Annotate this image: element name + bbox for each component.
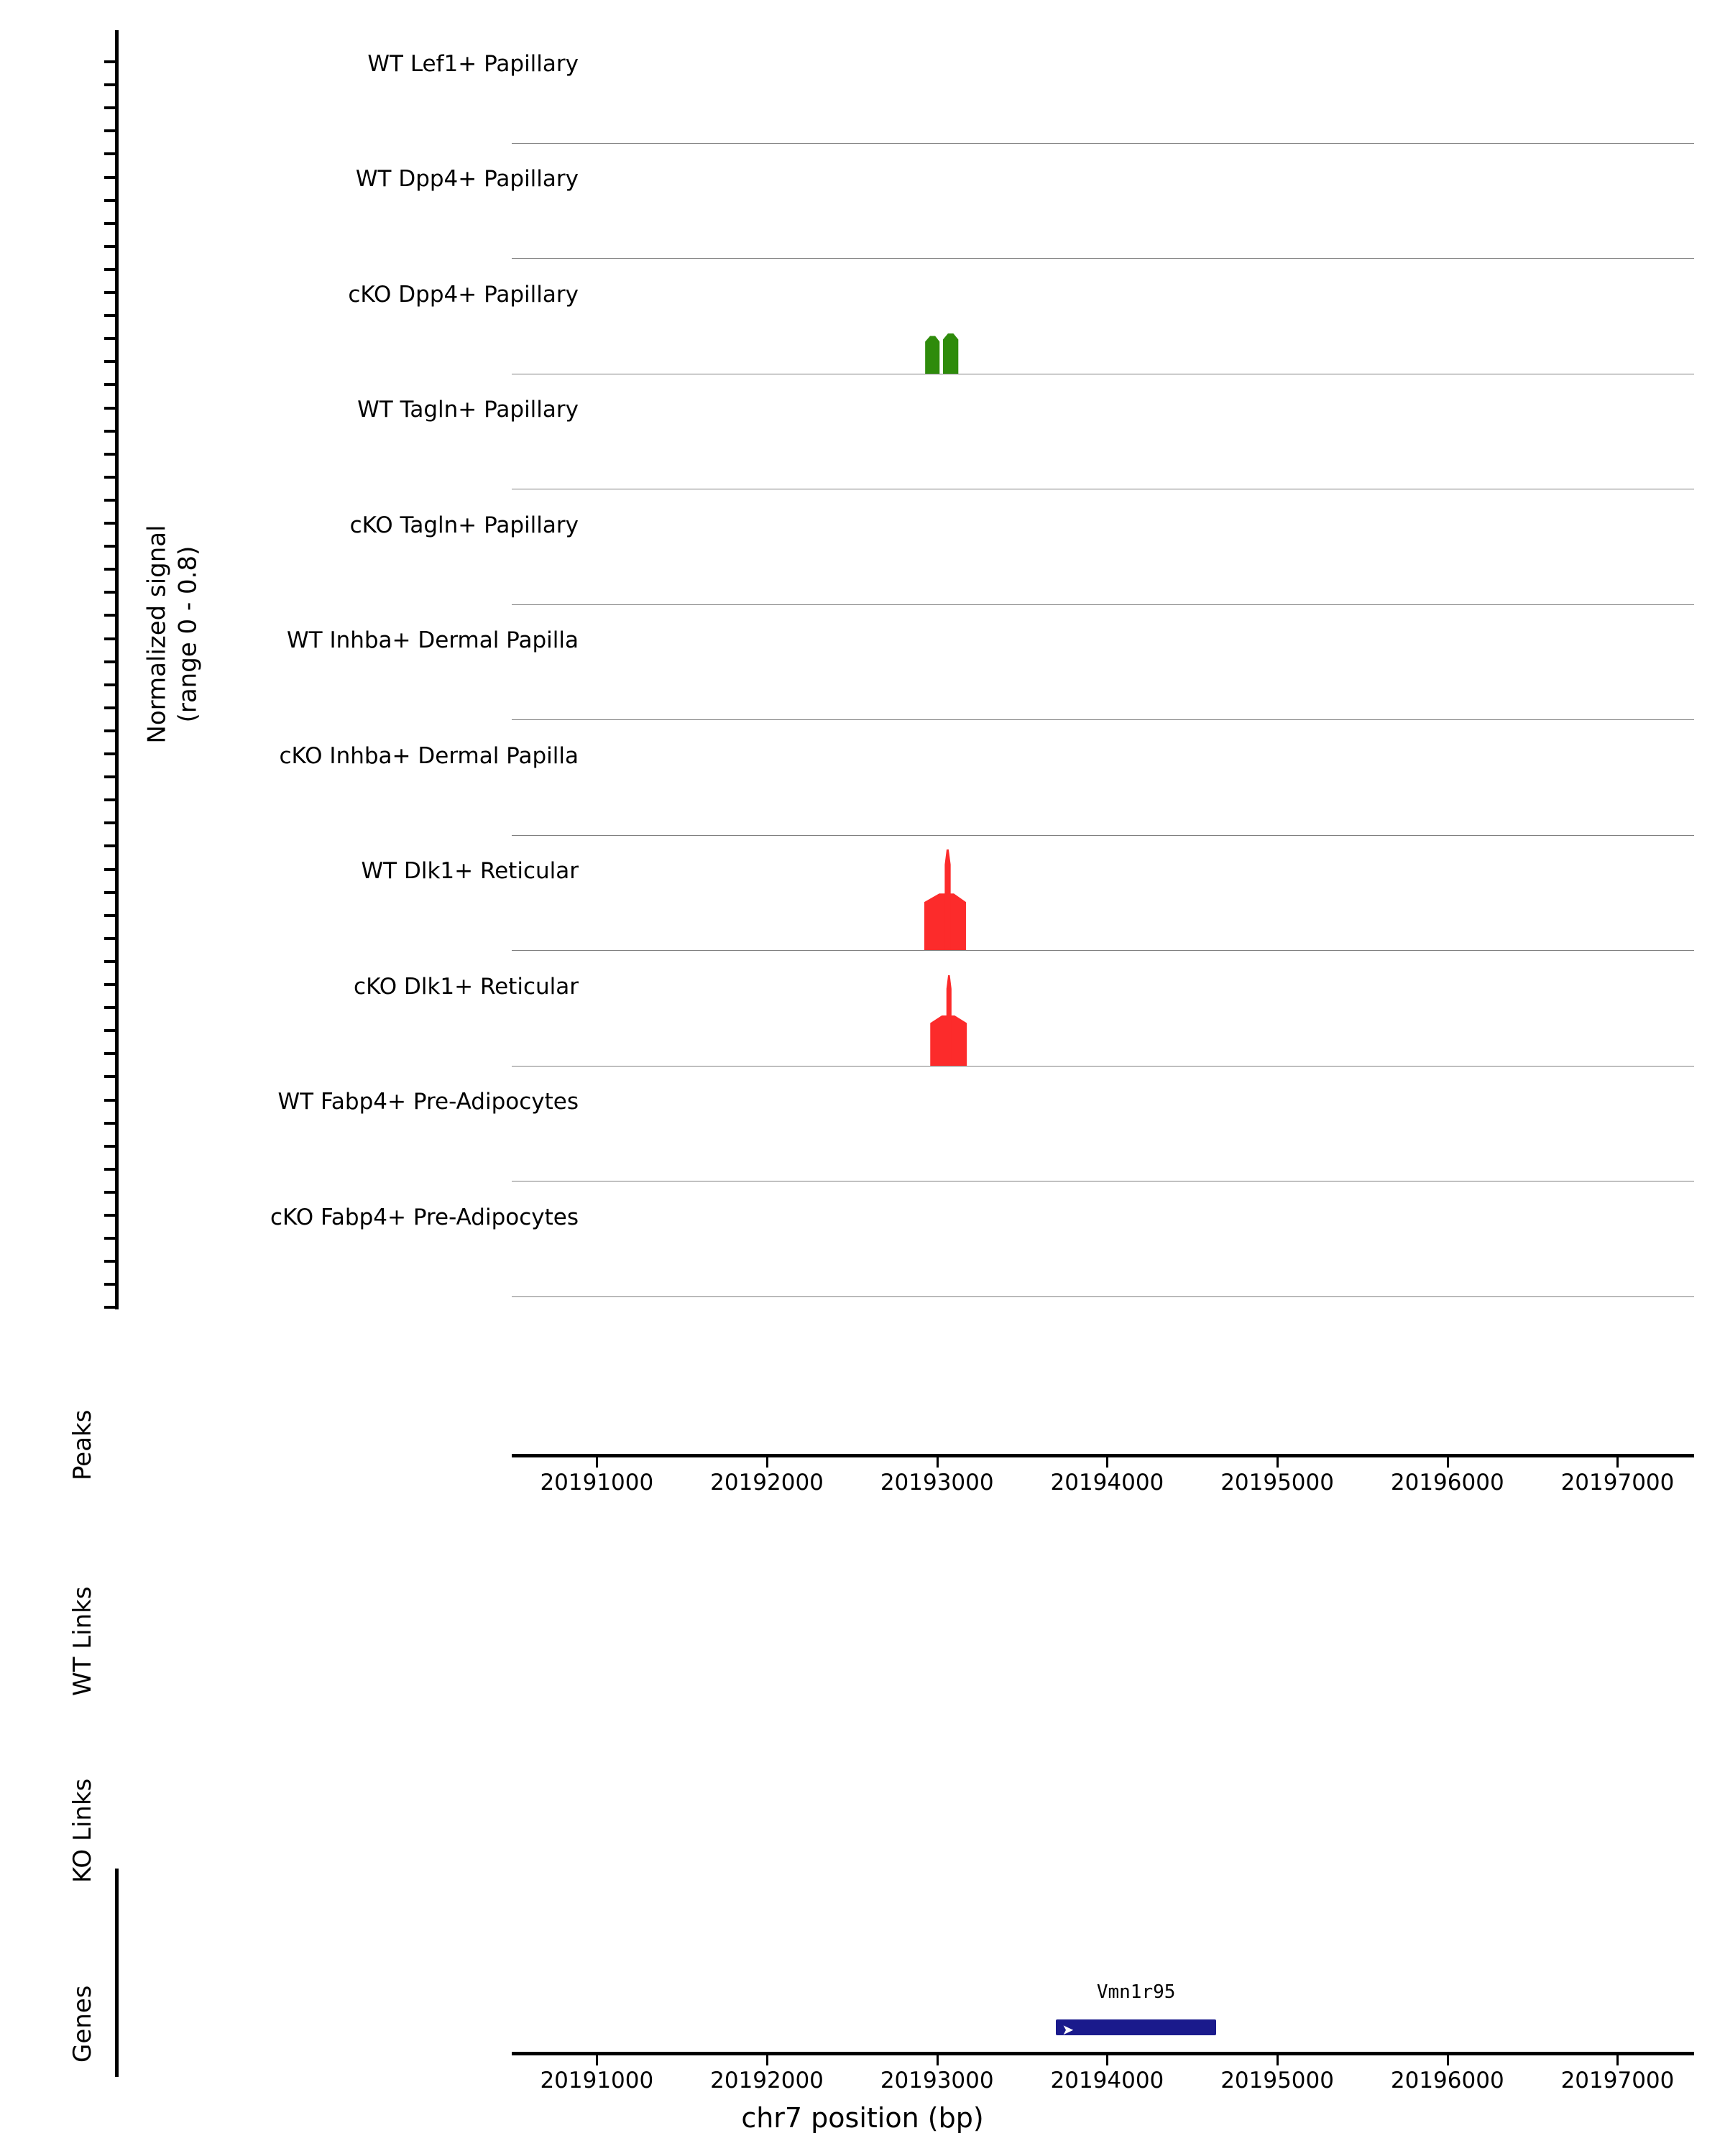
x-axis-tick <box>596 2055 598 2065</box>
track-label: cKO Dlk1+ Reticular <box>354 973 579 1000</box>
x-axis-tick-label: 20194000 <box>1050 2068 1164 2093</box>
x-axis-tick <box>1106 2055 1108 2065</box>
x-axis-tick <box>1276 2055 1279 2065</box>
x-axis-tick <box>1447 2055 1449 2065</box>
track-label: cKO Dpp4+ Papillary <box>348 281 579 308</box>
x-axis-tick-label: 20195000 <box>1220 1470 1334 1496</box>
y-axis-label-line1: Normalized signal <box>142 525 172 744</box>
x-axis-tick-label: 20195000 <box>1220 2068 1334 2093</box>
x-axis-tick-label: 20191000 <box>540 2068 654 2093</box>
track-label: WT Dlk1+ Reticular <box>361 858 579 884</box>
track-label: WT Fabp4+ Pre-Adipocytes <box>277 1089 579 1115</box>
x-axis-tick-label: 20192000 <box>710 1470 824 1496</box>
track-label: WT Inhba+ Dermal Papilla <box>287 627 579 653</box>
section-label-genes: Genes <box>68 1985 97 2063</box>
x-axis-label: chr7 position (bp) <box>741 2102 984 2134</box>
x-axis-tick-label: 20197000 <box>1560 2068 1675 2093</box>
x-axis-tick <box>937 2055 939 2065</box>
section-label-peaks: Peaks <box>68 1409 97 1480</box>
section-label-wt-links: WT Links <box>68 1586 97 1696</box>
y-axis-label-line2: (range 0 - 0.8) <box>173 545 202 723</box>
x-axis-tick-label: 20191000 <box>540 1470 654 1496</box>
gene-label: Vmn1r95 <box>1096 1981 1176 2003</box>
track-label: WT Lef1+ Papillary <box>367 50 579 77</box>
section-label-ko-links: KO Links <box>68 1778 97 1883</box>
x-axis-tick-label: 20196000 <box>1390 2068 1504 2093</box>
track-label: cKO Fabp4+ Pre-Adipocytes <box>270 1204 579 1230</box>
x-axis-line <box>512 2052 1694 2055</box>
x-axis-tick-label: 20193000 <box>880 2068 994 2093</box>
x-axis-tick <box>766 2055 768 2065</box>
x-axis-tick <box>1616 2055 1619 2065</box>
track-label: WT Tagln+ Papillary <box>357 397 579 423</box>
x-axis-tick-label: 20196000 <box>1390 1470 1504 1496</box>
x-axis-tick-label: 20194000 <box>1050 1470 1164 1496</box>
x-axis-tick-label: 20193000 <box>880 1470 994 1496</box>
x-axis-tick-label: 20192000 <box>710 2068 824 2093</box>
gene-strand-arrow-icon: ➤ <box>1062 2021 1075 2038</box>
track-label: cKO Tagln+ Papillary <box>349 512 579 538</box>
track-label: WT Dpp4+ Papillary <box>355 166 579 192</box>
track-label: cKO Inhba+ Dermal Papilla <box>279 742 579 769</box>
x-axis-tick-label: 20197000 <box>1560 1470 1675 1496</box>
